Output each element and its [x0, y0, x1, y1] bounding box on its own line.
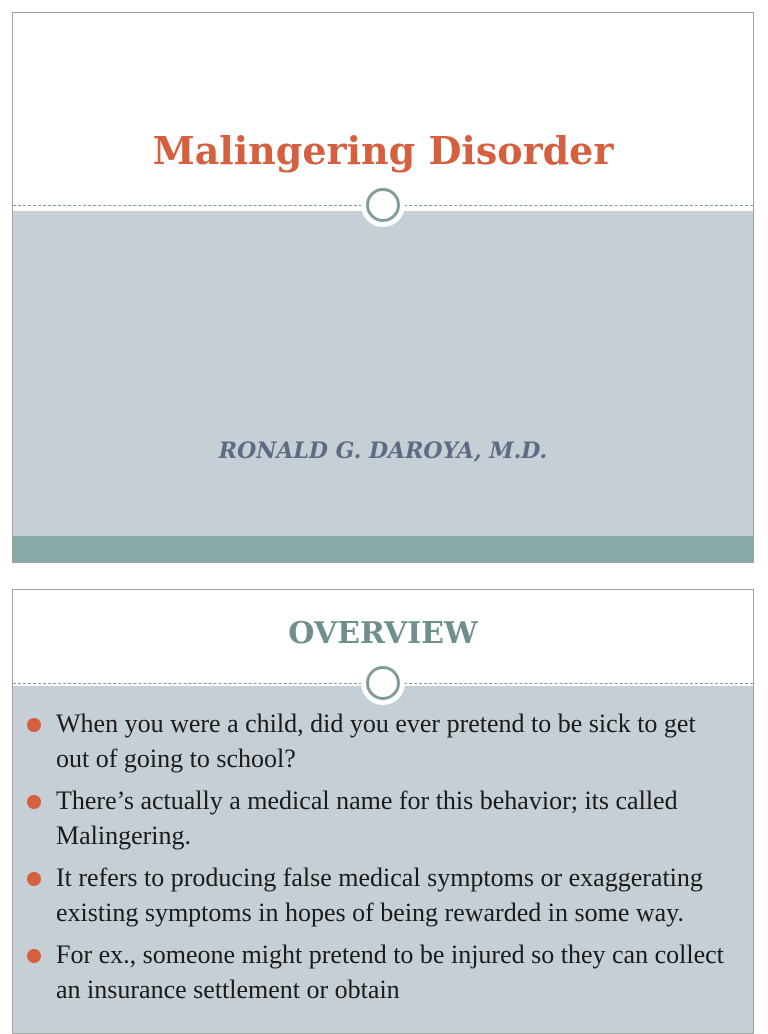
bullet-item [13, 860, 753, 930]
bullet-text: For ex., someone might pretend to be injured so they can collect an insurance settlement or obtain [56, 940, 724, 1004]
bullet-item [13, 937, 753, 1007]
bullet-dot-icon [27, 718, 41, 732]
title-slide-body [13, 211, 753, 562]
bullet-text: There’s actually a medical name for this behavior; its called Malingering. [56, 786, 678, 850]
slide-subtitle-author: RONALD G. DAROYA, M.D. [218, 438, 548, 464]
slide-footer-bar [13, 536, 753, 562]
bullet-text: When you were a child, did you ever pretend to be sick to get out of going to school? [56, 709, 696, 773]
overview-slide [12, 589, 754, 1034]
divider-ring-icon [361, 183, 405, 227]
overview-bullet-list [13, 706, 753, 1014]
bullet-dot-icon [27, 795, 41, 809]
divider-ring-icon [361, 661, 405, 705]
bullet-dot-icon [27, 872, 41, 886]
title-slide-header [13, 13, 753, 211]
slide-title: Malingering Disorder [152, 128, 614, 173]
bullet-item [13, 783, 753, 853]
overview-title: OVERVIEW [288, 616, 478, 651]
title-slide [12, 12, 754, 563]
bullet-dot-icon [27, 949, 41, 963]
bullet-text: It refers to producing false medical symptoms or exaggerating existing symptoms in hopes of being rewarded in some way. [56, 863, 703, 927]
bullet-item [13, 706, 753, 776]
